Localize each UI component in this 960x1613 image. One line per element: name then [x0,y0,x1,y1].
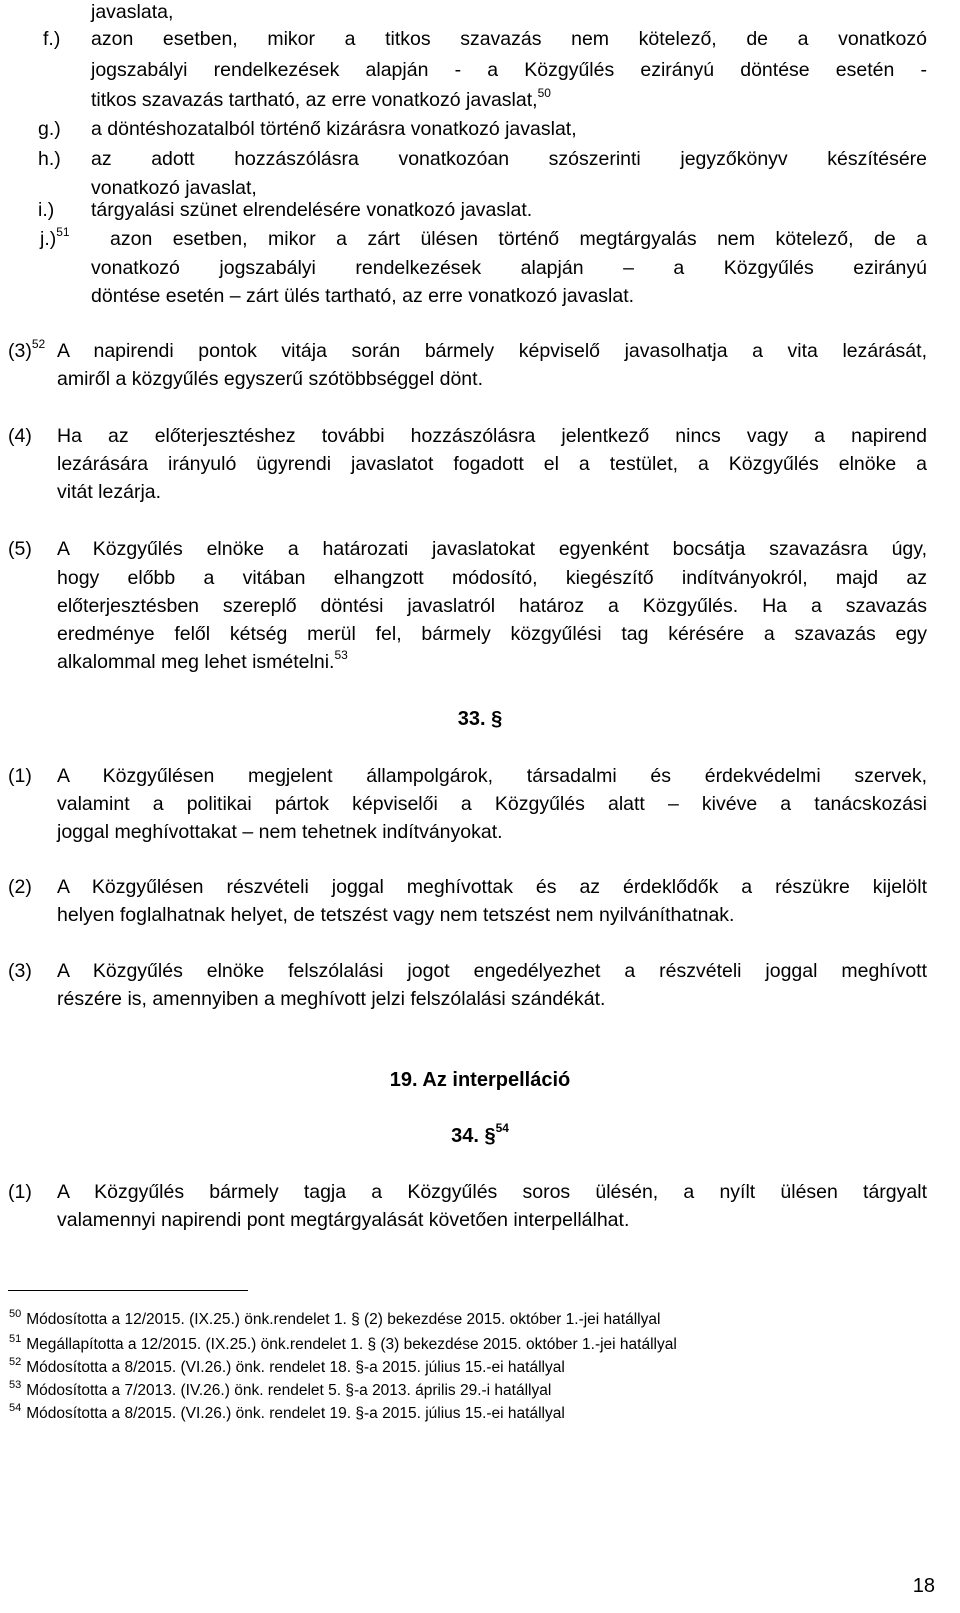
para-5-line1: A Közgyűlés elnöke a határozati javaslatokat egyenként bocsátja szavazásra úgy, [57,538,927,560]
footnote-50: $^{50}$ Módosította a 12/2015. (IX.25.) önk.rendelet 1. § (2) bekezdése 2015. október 1.-jei hatállyal [9,1307,661,1328]
footnote-52: $^{52}$ Módosította a 8/2015. (VI.26.) önk. rendelet 18. §-a 2015. július 15.-ei hatállyal [9,1355,565,1376]
para-3-label: $(3)^{52}$ [8,336,46,362]
list-f-line1: azon esetben, mikor a titkos szavazás nem kötelező, de a vonatkozó [91,28,927,50]
footnote-53: $^{53}$ Módosította a 7/2013. (IV.26.) önk. rendelet 5. §-a 2013. április 29.-i hatállyal [9,1378,552,1399]
list-i-label: i.) [38,199,55,221]
footnote-ref-50: 50 [537,85,551,100]
s34-1-line1: A Közgyűlés bármely tagja a Közgyűlés soros ülésén, a nyílt ülésen tárgyalt [57,1181,927,1203]
footnote-54: $^{54}$ Módosította a 8/2015. (VI.26.) önk. rendelet 19. §-a 2015. július 15.-ei hatállyal [9,1401,565,1422]
footnote-ref-54: 54 [495,1121,509,1136]
s34-1-line2: valamennyi napirendi pont megtárgyalását követően interpellálhat. [57,1209,630,1231]
para-5-line2: hogy előbb a vitában elhangzott módosító, kiegészítő indítványokról, majd az [57,567,927,589]
footnote-ref-53: 53 [334,647,348,662]
para-5-line3: előterjesztésben szereplő döntési javaslatról határoz a Közgyűlés. Ha a szavazás [57,595,927,617]
para-4-label: (4) [8,425,32,447]
list-j-line2: vonatkozó jogszabályi rendelkezések alapján – a Közgyűlés ezirányú [91,257,927,279]
list-g-label: g.) [38,118,61,140]
para-5-line5: alkalommal meg lehet ismételni.$^{53}$ [57,647,348,673]
list-h-line2: vonatkozó javaslat, [91,177,257,199]
para-4-line1: Ha az előterjesztéshez további hozzászólásra jelentkező nincs vagy a napirend [57,425,927,447]
section-34-heading: 34. §$^{54}$ [451,1121,509,1147]
s33-2-label: (2) [8,876,32,898]
list-e-tail: javaslata, [91,1,174,23]
footnote-51: $^{51}$ Megállapította a 12/2015. (IX.25.) önk.rendelet 1. § (3) bekezdése 2015. október 1.-jei hatállyal [9,1332,677,1353]
s33-1-label: (1) [8,765,32,787]
page-number: 18 [912,1575,935,1597]
s33-3-line1: A Közgyűlés elnöke felszólalási jogot engedélyezhet a részvételi joggal meghívott [57,960,927,982]
list-f-line2: jogszabályi rendelkezések alapján - a Közgyűlés ezirányú döntése esetén - [91,59,927,81]
s33-3-line2: részére is, amennyiben a meghívott jelzi felszólalási szándékát. [57,988,606,1010]
footnote-ref-52: 52 [31,336,46,351]
list-h-label: h.) [38,148,61,170]
list-h-line1: az adott hozzászólásra vonatkozóan szószerinti jegyzőkönyv készítésére [91,148,927,170]
list-j-line1: azon esetben, mikor a zárt ülésen történő megtárgyalás nem kötelező, de a [110,228,927,250]
list-f-line3: titkos szavazás tartható, az erre vonatkozó javaslat,$^{50}$ [91,85,551,111]
para-5-line4: eredménye felől kétség merül fel, bármely közgyűlési tag kérésére a szavazás egy [57,623,927,645]
section-33-heading: 33. § [457,708,503,730]
s33-2-line1: A Közgyűlésen részvételi joggal meghívottak és az érdeklődők a részükre kijelölt [57,876,927,898]
para-3-line2: amiről a közgyűlés egyszerű szótöbbséggel dönt. [57,368,483,390]
list-f-label: f.) [43,28,61,50]
para-5-label: (5) [8,538,32,560]
list-g-line1: a döntéshozatalból történő kizárásra vonatkozó javaslat, [91,118,577,140]
list-j-label: j.)$^{51}$ [40,224,70,250]
s33-1-line2: valamint a politikai pártok képviselői a Közgyűlés alatt – kivéve a tanácskozási [57,793,927,815]
s33-1-line1: A Közgyűlésen megjelent állampolgárok, társadalmi és érdekvédelmi szervek, [57,765,927,787]
s33-1-line3: joggal meghívottakat – nem tehetnek indítványokat. [57,821,503,843]
chapter-title: 19. Az interpelláció [389,1069,571,1091]
s34-1-label: (1) [8,1181,32,1203]
s33-2-line2: helyen foglalhatnak helyet, de tetszést vagy nem tetszést nem nyilváníthatnak. [57,904,735,926]
para-4-line2: lezárására irányuló ügyrendi javaslatot fogadott el a testület, a Közgyűlés elnöke a [57,453,927,475]
para-4-line3: vitát lezárja. [57,481,162,503]
para-3-line1: A napirendi pontok vitája során bármely képviselő javasolhatja a vita lezárását, [57,340,927,362]
s33-3-label: (3) [8,960,32,982]
footnote-divider [8,1290,248,1291]
footnote-ref-51: 51 [56,224,70,239]
list-i-line1: tárgyalási szünet elrendelésére vonatkozó javaslat. [91,199,533,221]
list-j-line3: döntése esetén – zárt ülés tartható, az erre vonatkozó javaslat. [91,285,635,307]
